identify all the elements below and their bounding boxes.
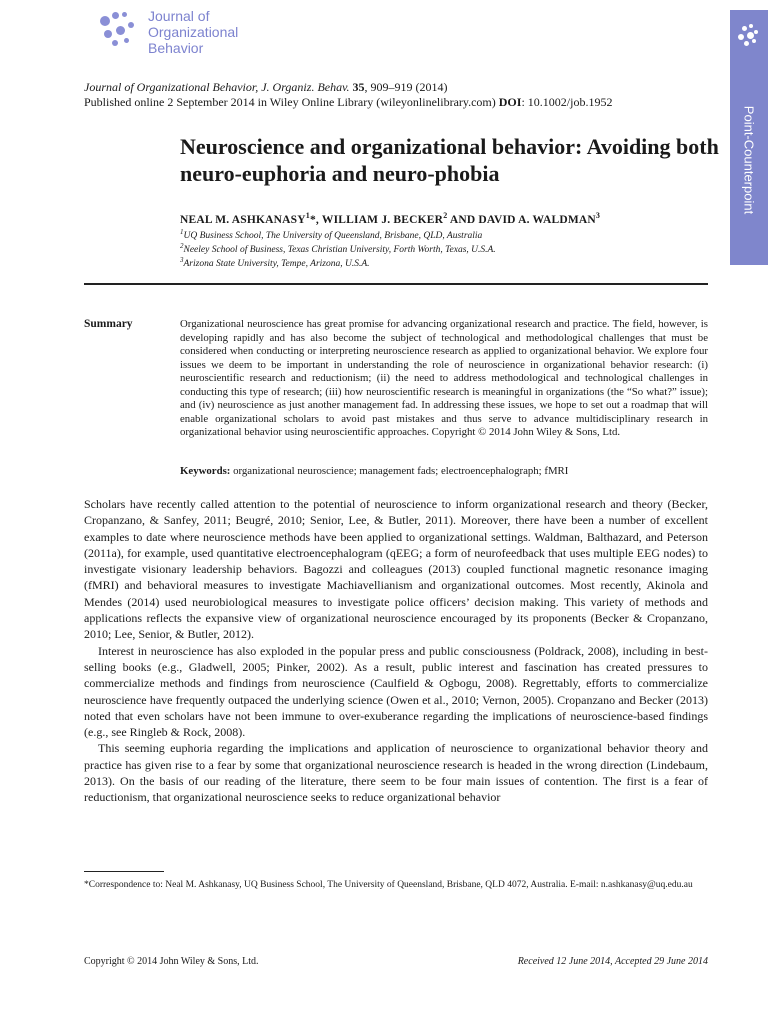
footer-received: Received 12 June 2014, Accepted 29 June 2014 bbox=[517, 956, 708, 967]
side-tab-label-wrap bbox=[730, 10, 768, 265]
author-2: WILLIAM J. BECKER bbox=[321, 213, 444, 226]
volume: 35 bbox=[352, 80, 365, 94]
author-3-sup: 3 bbox=[595, 211, 601, 220]
section-side-tab bbox=[730, 10, 768, 265]
logo-line-1: Journal of bbox=[148, 8, 210, 24]
published-text: Published online 2 September 2014 in Wiley Online Library (wileyonlinelibrary.com) bbox=[84, 95, 496, 109]
journal-logo-dots-icon bbox=[98, 8, 142, 52]
doi-label: DOI bbox=[498, 95, 522, 109]
article-body bbox=[84, 496, 708, 806]
footnote-divider bbox=[84, 871, 164, 872]
article-title: Neuroscience and organizational behavior: Avoiding both neuro-euphoria and neuro-phobia bbox=[180, 134, 719, 186]
footer-copyright: Copyright © 2014 John Wiley & Sons, Ltd. bbox=[84, 956, 259, 967]
body-paragraph: This seeming euphoria regarding the implications and application of neuroscience to organizational behavior theory and practice has given rise to a fear by some that organizational neuroscience research is headed in the wrong direction (Lindebaum, 2013). On the basis of our reading of the literature, there seem to be four main issues of contention. The first is a fear of reductionism, that organizational neuroscience seeks to reduce organizational behavior bbox=[84, 741, 708, 805]
logo-line-3: Behavior bbox=[148, 40, 204, 56]
affiliation-3-text: Arizona State University, Tempe, Arizona, U.S.A. bbox=[183, 259, 370, 270]
journal-logo-text bbox=[148, 8, 238, 56]
body-paragraph: Scholars have recently called attention to the potential of neuroscience to inform organizational research and theory (Becker, Cropanzano, & Sanfey, 2011; Beugré, 2010; Senior, Lee, & Butler, 2011). Moreover, there have been a number of excellent examples to date where neuroscience methods have been applied to organizational settings. Waldman, Balthazard, and Peterson (2011a), for example, used quantitative electroencephalogram (qEEG; a form of neurofeedback that uses multiple EEG nodes) to investigate visionary leadership behaviors. Bagozzi and colleagues (2013) coupled functional magnetic resonance imaging (fMRI) and behavioral measures to investigate Machiavellianism and organizational outcomes. Most recently, Akinola and Mendes (2014) used neurobiological measures to investigate police officers’ decision making. This variety of methods and applications reflects the expansive view of organizational neuroscience encouraged by its proponents (Becker & Cropanzano, 2010; Lee, Senior, & Butler, 2012). bbox=[84, 497, 708, 642]
keywords-text: organizational neuroscience; management fads; electroencephalograph; fMRI bbox=[230, 465, 569, 477]
author-1-sup: 1 bbox=[305, 211, 310, 220]
affiliation-2 bbox=[180, 242, 496, 255]
keywords bbox=[180, 465, 568, 477]
affiliation-3 bbox=[180, 256, 370, 269]
affiliation-1-num: 1 bbox=[180, 228, 184, 236]
affiliation-3-num: 3 bbox=[180, 256, 184, 264]
author-list bbox=[180, 211, 600, 226]
affiliation-1-text: UQ Business School, The University of Queensland, Brisbane, QLD, Australia bbox=[183, 231, 483, 242]
affiliation-1 bbox=[180, 228, 482, 241]
pages: , 909–919 (2014) bbox=[364, 80, 448, 94]
journal-name: Journal of Organizational Behavior, J. Organiz. Behav. bbox=[84, 80, 350, 94]
affiliation-2-text: Neeley School of Business, Texas Christian University, Forth Worth, Texas, U.S.A. bbox=[183, 245, 496, 256]
body-paragraph: Interest in neuroscience has also exploded in the popular press and public consciousness (Poldrack, 2008), including in best-selling books (e.g., Gladwell, 2005; Pinker, 2002). As a result, public interest and fascination has created pressures to commercialize methods and findings from neuroscience (Caulfield & Ogbogu, 2008). Regrettably, efforts to commercialize neuroscience have frequently outpaced the underlying science (Owen et al., 2010; Vernon, 2005). Cropanzano and Becker (2013) noted that even scholars have not been immune to over-exuberance regarding the implications of neuroscience-based findings (e.g., see Ringleb & Rock, 2008). bbox=[84, 643, 708, 740]
published-line bbox=[84, 95, 612, 110]
doi-value: : 10.1002/job.1952 bbox=[521, 95, 613, 109]
author-2-sup: 2 bbox=[443, 211, 448, 220]
author-3: DAVID A. WALDMAN bbox=[478, 213, 596, 226]
citation-line bbox=[84, 80, 448, 95]
summary-text: Organizational neuroscience has great promise for advancing organizational research and practice. The field, however, is developing rapidly and has also become the subject of technological and methodological challenges that must be considered when conducting or interpreting neuroscience research as applied to organizational behavior. We explore four issues we deem to be important in understanding the role of neuroscience in organizational behavior research: (i) neuroscientific research and reductionism; (ii) the need to address methodological and technological challenges in conducting this type of research; (iii) how neuroscientific research is meaningful in organizations (the “So what?” issue); and (iv) neuroscience as just another management fad. In addressing these issues, we hope to set out a roadmap that will enable organizational scholars to avoid past mistakes and thus serve to advance multidisciplinary research in organizational behavior using neuroscientific approaches. Copyright © 2014 John Wiley & Sons, Ltd. bbox=[180, 318, 708, 438]
header-divider bbox=[84, 283, 708, 285]
affiliation-2-num: 2 bbox=[180, 242, 184, 250]
keywords-label: Keywords: bbox=[180, 465, 231, 477]
author-1-mark: *, bbox=[309, 213, 322, 226]
summary-label: Summary bbox=[84, 318, 133, 330]
correspondence-footnote: *Correspondence to: Neal M. Ashkanasy, UQ Business School, The University of Queensland, Brisbane, QLD 4072, Australia. E-mail: n.ashkanasy@uq.edu.au bbox=[84, 880, 693, 890]
author-and: AND bbox=[447, 213, 479, 226]
author-1: NEAL M. ASHKANASY bbox=[180, 213, 306, 226]
side-tab-label: Point-Counterpoint bbox=[741, 105, 757, 215]
logo-line-2: Organizational bbox=[148, 24, 239, 40]
